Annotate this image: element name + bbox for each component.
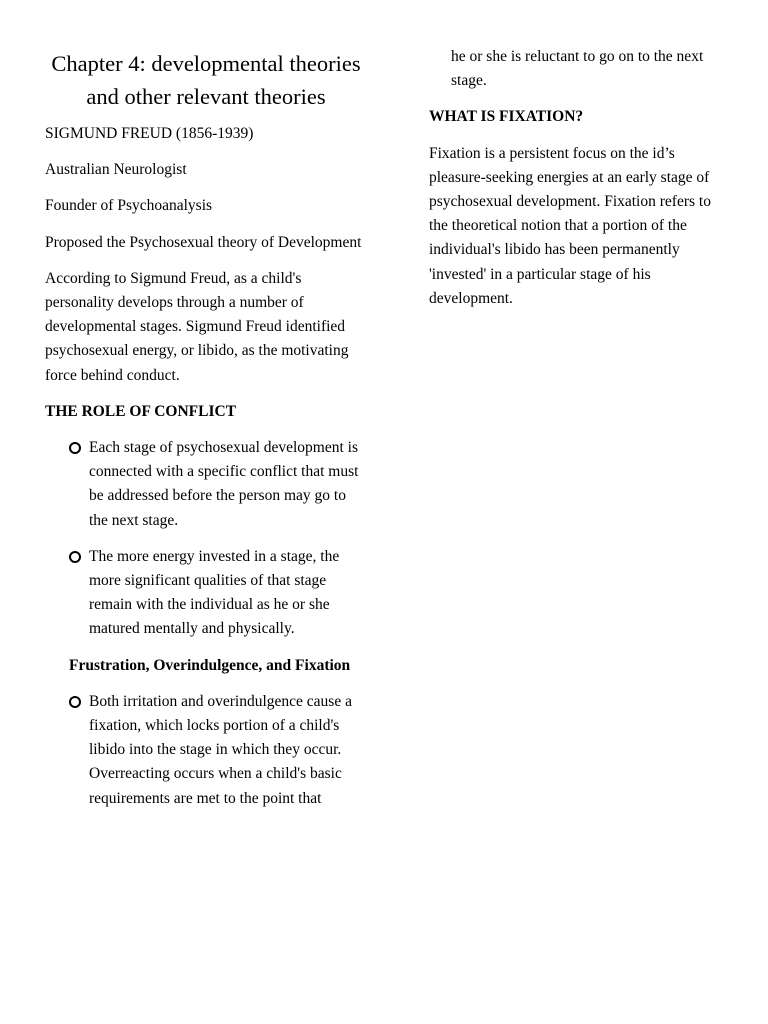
list-item xyxy=(69,436,367,533)
freud-founder: Founder of Psychoanalysis xyxy=(45,197,213,215)
freud-name-dates: SIGMUND FREUD (1856-1939) xyxy=(45,125,254,142)
left-column xyxy=(45,0,367,823)
right-column xyxy=(429,0,729,323)
conflict-bullet-list xyxy=(45,436,367,642)
chapter-title: Chapter 4: developmental theories and other relevant theories xyxy=(51,51,361,109)
intro-paragraph: According to Sigmund Freud, as a child's personality develops through a number of developmental stages. Sigmund Freud identified psychosexual energy, or libido, as the motivating force behind conduct. xyxy=(45,269,349,384)
list-item xyxy=(69,545,367,642)
frustration-heading: Frustration, Overindulgence, and Fixation xyxy=(69,656,351,674)
fixation-heading: WHAT IS FIXATION? xyxy=(429,108,584,126)
fixation-paragraph: Fixation is a persistent focus on the id’s pleasure-seeking energies at an early stage of psychosexual development. Fixation refers to the theoretical notion that a portion of the individual's libido has been permanently 'invested' in a particular stage of his development. xyxy=(429,144,711,307)
freud-nationality: Australian Neurologist xyxy=(45,161,187,179)
freud-proposed-theory: Proposed the Psychosexual theory of Development xyxy=(45,233,362,251)
bullet-text: The more energy invested in a stage, the more significant qualities of that stage remain with the individual as he or she matured mentally and physically. xyxy=(89,547,340,638)
circle-bullet-icon xyxy=(69,551,81,563)
circle-bullet-icon xyxy=(69,442,81,454)
bullet-continuation: he or she is reluctant to go on to the next stage. xyxy=(451,48,704,90)
circle-bullet-icon xyxy=(69,696,81,708)
conflict-heading: THE ROLE OF CONFLICT xyxy=(45,402,237,420)
bullet-text: Both irritation and overindulgence cause a fixation, which locks portion of a child's libido into the stage in which they occur. Overreacting occurs when a child's basic requirements are met to the point that xyxy=(89,692,352,807)
bullet-text: Each stage of psychosexual development is connected with a specific conflict that must be addressed before the person may go to the next stage. xyxy=(89,439,359,529)
frustration-bullet-list xyxy=(45,690,367,811)
list-item xyxy=(69,690,367,811)
